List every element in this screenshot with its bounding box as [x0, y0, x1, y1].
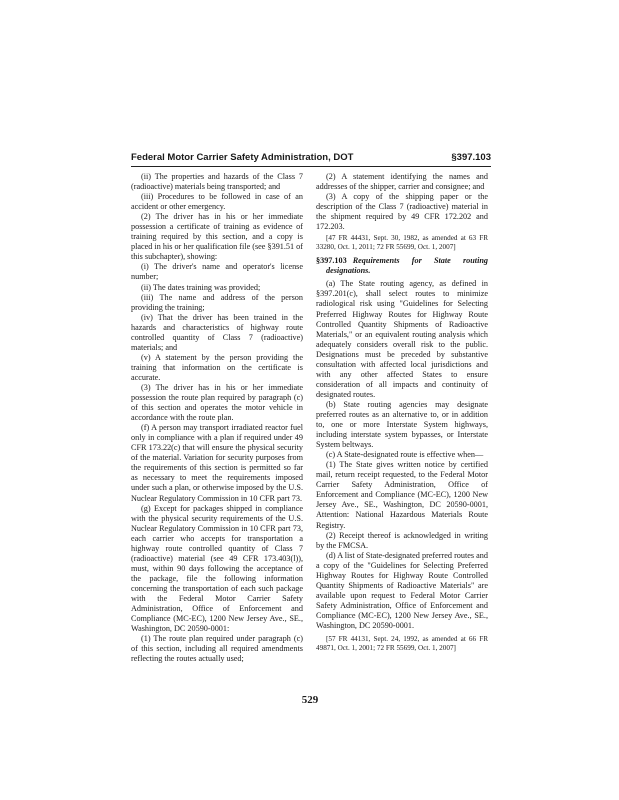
paragraph: (d) A list of State-designated preferred routes and a copy of the "Guidelines for Selecting Preferred Highway Routes for Highway Route Controlled Quantity Shipments of Radioactive Materials" are available upon request to Federal Motor Carrier Safety Administration, Office of Enforcement and Compliance (MC-EC), 1200 New Jersey Ave., SE., Washington, DC 20590-0001.: [316, 550, 488, 630]
running-header: [131, 152, 491, 166]
paragraph: (1) The State gives written notice by certified mail, return receipt requested, to the Federal Motor Carrier Safety Administration, Office of Enforcement and Compliance (MC-EC), 1200 New Jersey Ave., SE., Washington, DC 20590-0001, Attention: National Hazardous Materials Route Registry.: [316, 460, 488, 530]
paragraph: (b) State routing agencies may designate preferred routes as an alternative to, or in addition to, one or more Interstate System highways, including interstate system bypasses, or Interstate System beltways.: [316, 399, 488, 450]
paragraph: (i) The driver's name and operator's license number;: [131, 262, 303, 282]
paragraph: (2) A statement identifying the names and addresses of the shipper, carrier and consignee; and: [316, 172, 488, 192]
paragraph: (1) The route plan required under paragraph (c) of this section, including all required amendments reflecting the routes actually used;: [131, 634, 303, 664]
section-header: §397.103: [451, 152, 491, 163]
paragraph: (iii) Procedures to be followed in case of an accident or other emergency.: [131, 192, 303, 212]
section-number: §397.103: [316, 256, 347, 266]
paragraph: (iii) The name and address of the person providing the training;: [131, 292, 303, 312]
citation: [47 FR 44431, Sept. 30, 1982, as amended at 63 FR 33280, Oct. 1, 2011; 72 FR 55699, Oct. 1, 2007]: [316, 234, 488, 252]
citation: [57 FR 44131, Sept. 24, 1992, as amended at 66 FR 49871, Oct. 1, 2001; 72 FR 55699, Oct. 1, 2007]: [316, 635, 488, 653]
paragraph: (iv) That the driver has been trained in the hazards and characteristics of highway route controlled quantity of Class 7 (radioactive) materials; and: [131, 312, 303, 352]
paragraph: (ii) The dates training was provided;: [141, 282, 261, 292]
header-rule: [131, 166, 491, 167]
paragraph: (g) Except for packages shipped in compliance with the physical security requirements of the U.S. Nuclear Regulatory Commission in 10 CFR part 73, each carrier who accepts for transportation a highway route controlled quantity of Class 7 (radioactive) material (see 49 CFR 173.403(l)), must, within 90 days following the acceptance of the package, file the following information concerning the transportation of each such package with the Federal Motor Carrier Safety Administration, Office of Enforcement and Compliance (MC-EC), 1200 New Jersey Ave., SE., Washington, DC 20590-0001:: [131, 503, 303, 634]
paragraph: (3) A copy of the shipping paper or the description of the Class 7 (radioactive) material in the shipment required by 49 CFR 172.202 and 172.203.: [316, 192, 488, 232]
page-number: 529: [301, 694, 319, 706]
agency-header: Federal Motor Carrier Safety Administration, DOT: [131, 152, 354, 163]
left-column: [131, 172, 303, 664]
right-column: [316, 172, 488, 657]
paragraph: (c) A State-designated route is effective when—: [326, 450, 484, 460]
section-heading: [316, 256, 488, 276]
paragraph: (ii) The properties and hazards of the Class 7 (radioactive) materials being transported; and: [131, 172, 303, 192]
paragraph: (v) A statement by the person providing the training that information on the certificate is accurate.: [131, 352, 303, 382]
paragraph: (f) A person may transport irradiated reactor fuel only in compliance with a plan if required under 49 CFR 173.22(c) that will ensure the physical security of the material. Variation for security purposes from the requirements of this section is permitted so far as necessary to meet the requirements imposed under such a plan, or otherwise imposed by the U.S. Nuclear Regulatory Commission in 10 CFR part 73.: [131, 423, 303, 503]
paragraph: (a) The State routing agency, as defined in §397.201(c), shall select routes to minimize radiological risk using "Guidelines for Selecting Preferred Highway Routes for Highway Route Controlled Quantity Shipments of Radioactive Materials," or an equivalent routing analysis which adequately considers overall risk to the public. Designations must be preceded by substantive consultation with affected local jurisdictions and with any other affected States to ensure consideration of all impacts and continuity of designated routes.: [316, 279, 488, 399]
paragraph: (2) Receipt thereof is acknowledged in writing by the FMCSA.: [316, 530, 488, 550]
paragraph: (2) The driver has in his or her immediate possession a certificate of training as evidence of training required by this section, and a copy is placed in his or her qualification file (see §391.51 of this subchapter), showing:: [131, 212, 303, 262]
paragraph: (3) The driver has in his or her immediate possession the route plan required by paragraph (c) of this section and operates the motor vehicle in accordance with the route plan.: [131, 382, 303, 423]
section-title: Requirements for State routing designations.: [326, 256, 488, 276]
